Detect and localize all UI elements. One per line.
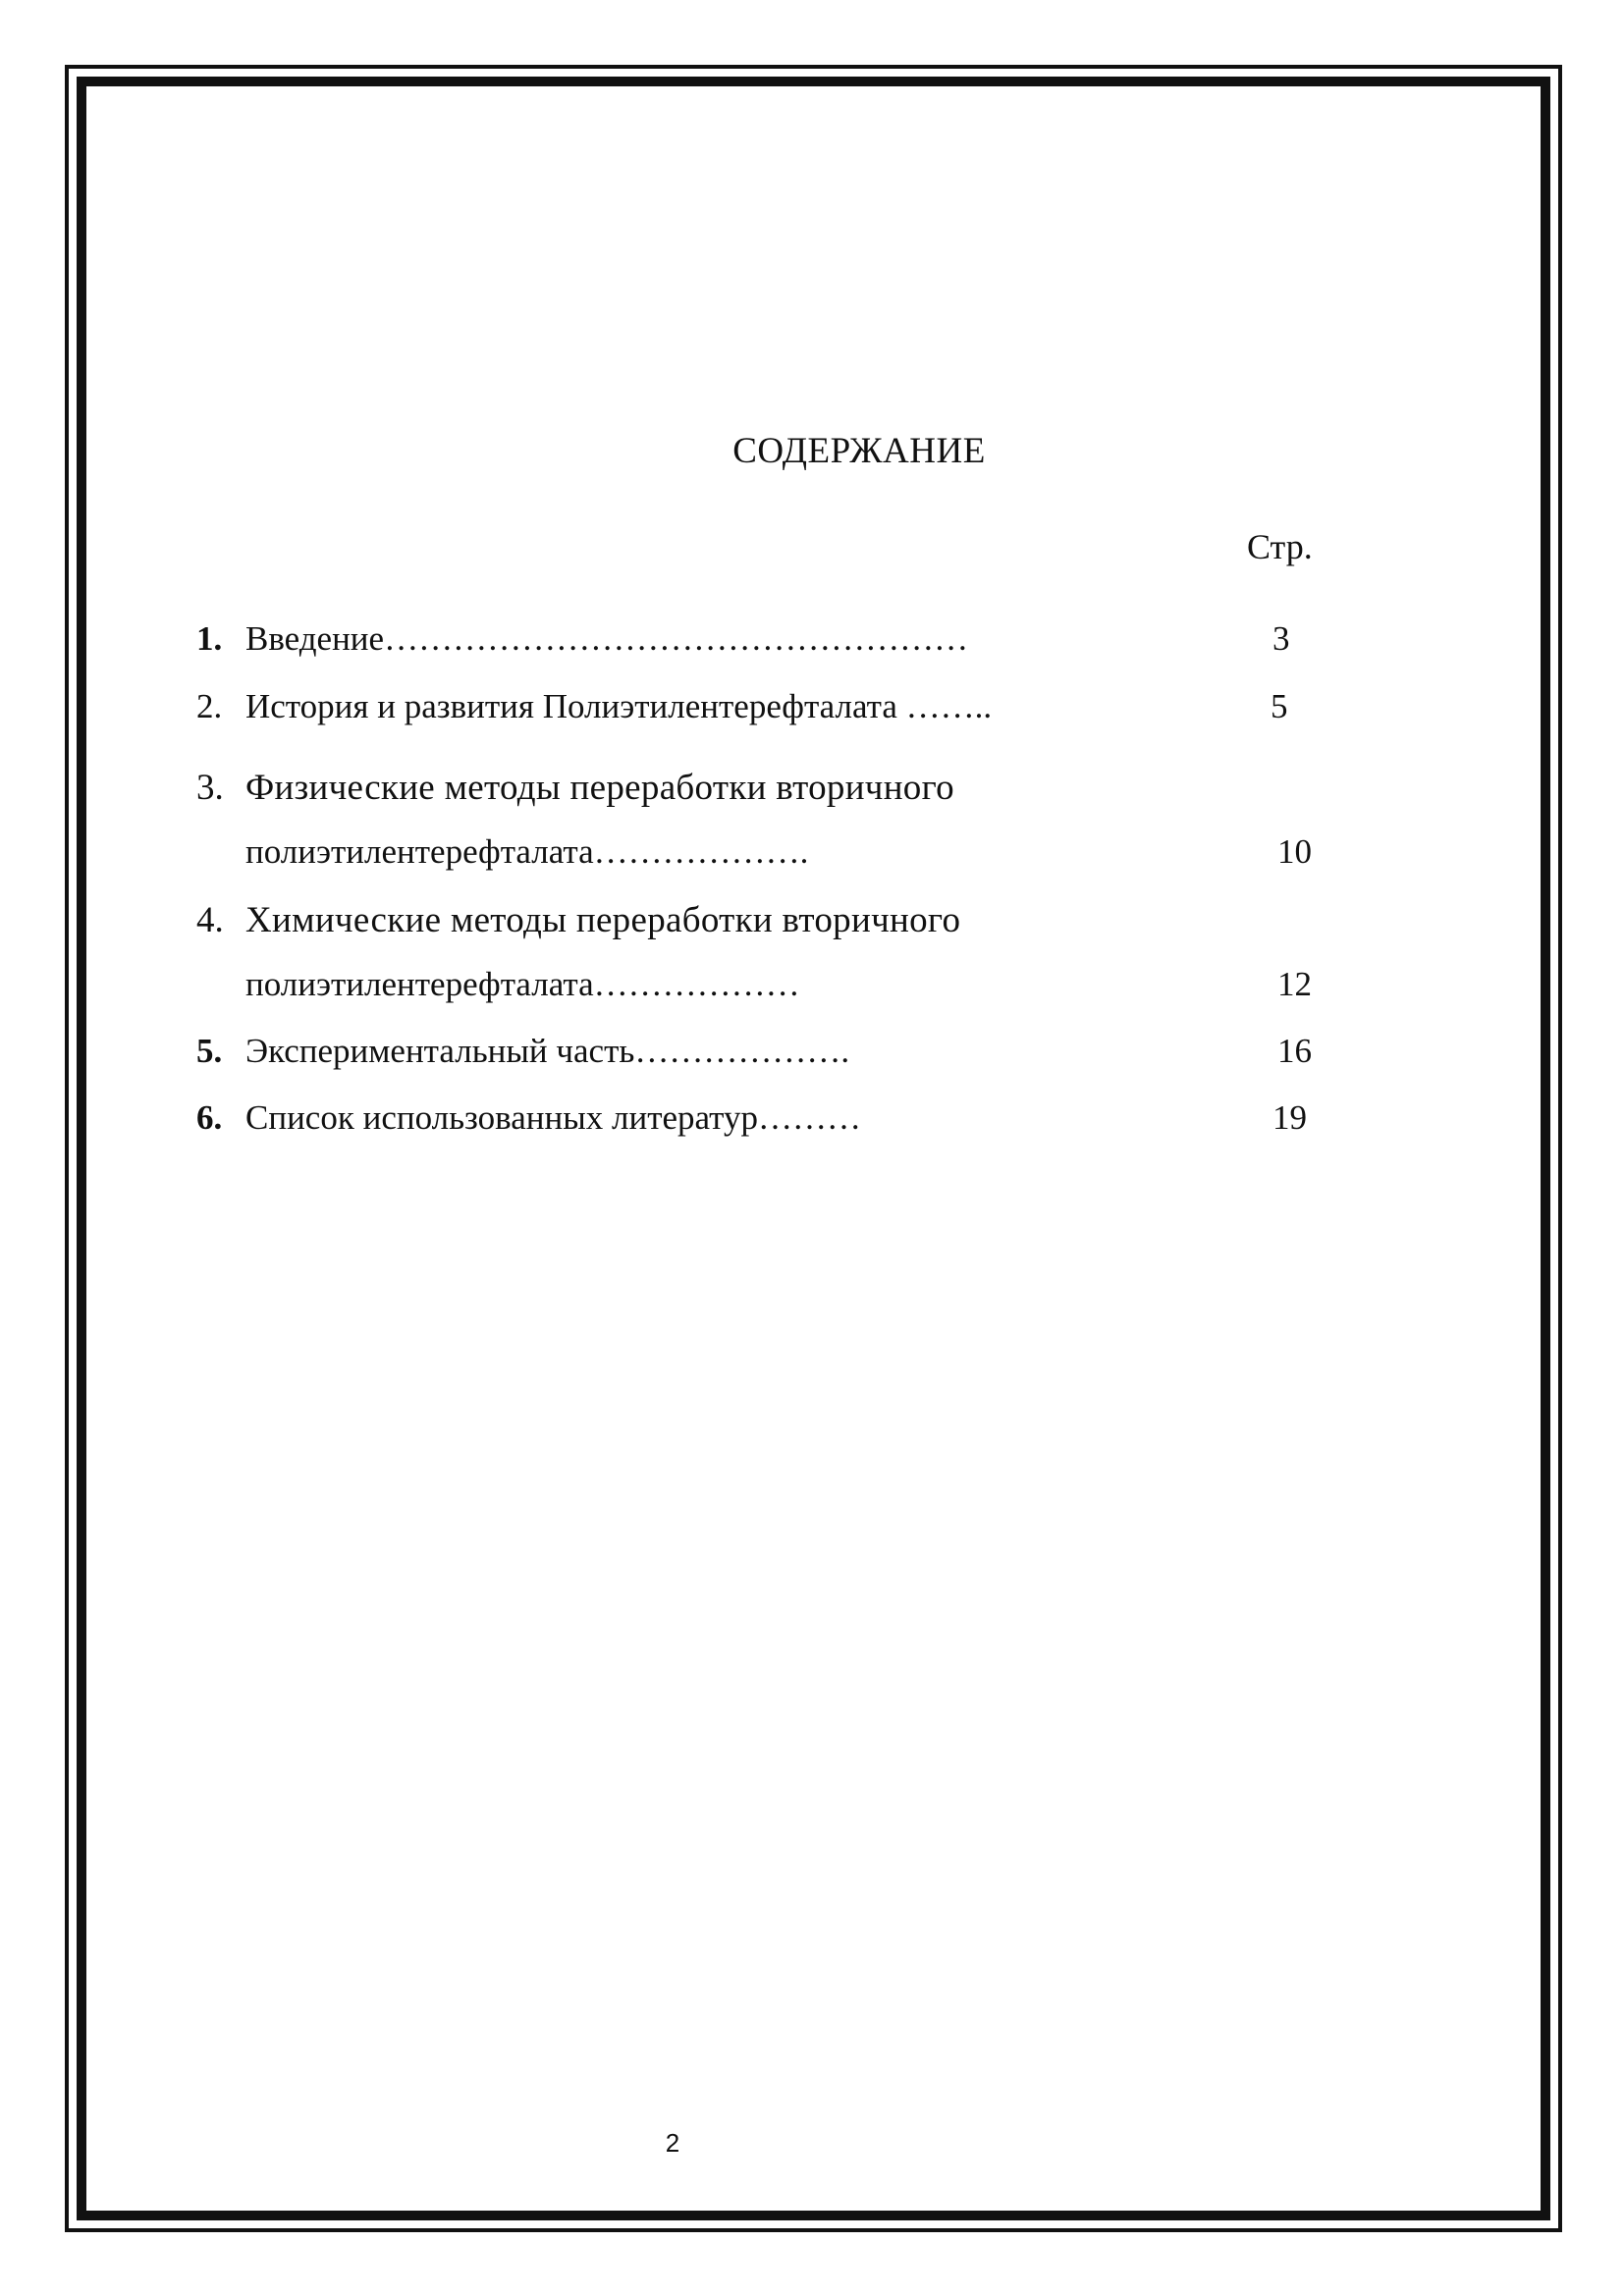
toc-entry-page: 12	[1277, 965, 1312, 1003]
toc-entry-3[interactable]	[0, 767, 1624, 884]
toc-entry-number: 6.	[196, 1098, 223, 1137]
toc-entry-text: История и развития Полиэтилентерефталата ……..	[245, 687, 993, 725]
toc-entry-4[interactable]	[0, 899, 1624, 1017]
toc-entry-text: Введение……………………………………………	[245, 619, 969, 658]
footer-page-number: 2	[665, 2128, 680, 2158]
toc-entry-text-line2: полиэтилентерефталата………………	[245, 965, 800, 1003]
toc-entry-number: 1.	[196, 619, 223, 658]
toc-entry-number: 2.	[196, 687, 223, 725]
toc-entry-page: 3	[1272, 619, 1290, 658]
toc-entry-5[interactable]	[0, 1032, 1624, 1081]
toc-entry-page: 5	[1271, 687, 1288, 725]
toc-entry-number: 5.	[196, 1032, 223, 1070]
document-title: СОДЕРЖАНИЕ	[732, 431, 986, 471]
toc-entry-page: 10	[1277, 832, 1312, 871]
page-border-inner	[77, 77, 1550, 2220]
toc-entry-text: Список использованных литератур………	[245, 1098, 861, 1137]
toc-entry-number: 4.	[196, 900, 224, 940]
toc-entry-text-line1: Физические методы переработки вторичного	[245, 768, 954, 808]
toc-entry-6[interactable]	[0, 1098, 1624, 1148]
page-column-label: Стр.	[1247, 527, 1313, 566]
toc-entry-text: Экспериментальный часть……………….	[245, 1032, 850, 1070]
toc-entry-text-line1: Химические методы переработки вторичного	[245, 900, 961, 940]
toc-entry-number: 3.	[196, 768, 224, 808]
toc-entry-2[interactable]	[0, 687, 1624, 736]
toc-entry-page: 19	[1272, 1098, 1307, 1137]
toc-entry-text-line2: полиэтилентерефталата……………….	[245, 832, 809, 871]
toc-entry-page: 16	[1277, 1032, 1312, 1070]
toc-entry-1[interactable]	[0, 619, 1624, 668]
